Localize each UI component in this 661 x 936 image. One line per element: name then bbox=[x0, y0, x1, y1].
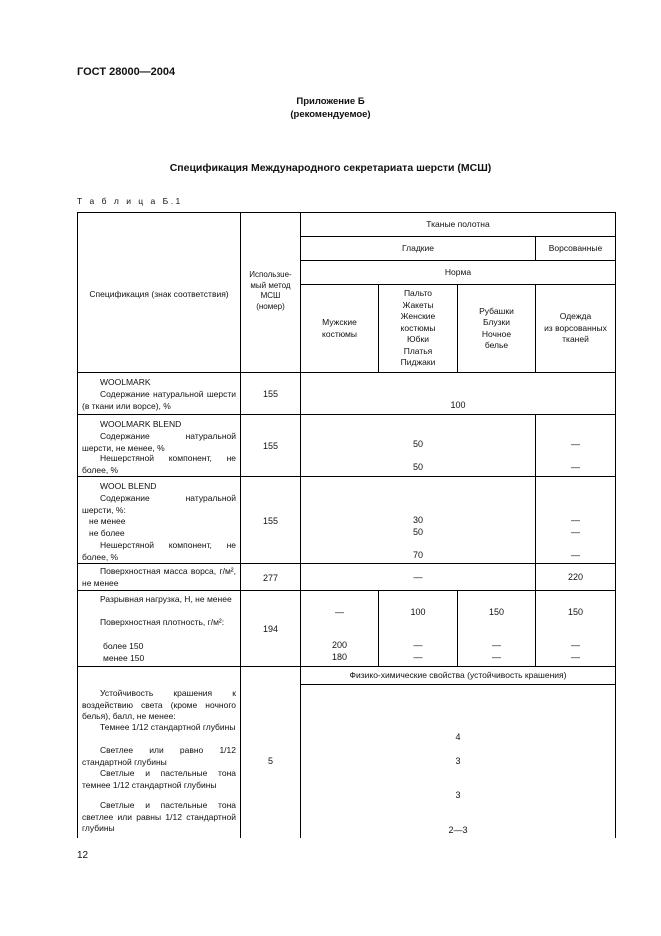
break-more-pile: — bbox=[571, 640, 580, 650]
blend-v2: 50 bbox=[412, 462, 423, 472]
break-text2: Поверхностная плотность, г/м²: bbox=[100, 617, 225, 627]
phys-d: Светлые и пастельные тона светлее или равны 1/12 стандартной глубины bbox=[82, 800, 236, 833]
break-less: менее 150 bbox=[103, 653, 145, 663]
phys-subheader: Физико-химические свойства (устойчивость крашения) bbox=[349, 669, 567, 680]
break-more-shirts: — bbox=[492, 640, 501, 650]
appendix-label: Приложение Б bbox=[296, 96, 365, 107]
blend-method: 155 bbox=[262, 441, 279, 451]
phys-va: 4 bbox=[455, 732, 461, 742]
wool-blend-line1: Содержание натуральной шерсти, %: bbox=[82, 493, 236, 515]
surface-smooth-value: — bbox=[413, 572, 423, 582]
phys-a: Темнее 1/12 стандартной глубины bbox=[100, 722, 236, 732]
break-less-coats: — bbox=[413, 652, 423, 662]
phys-vb: 3 bbox=[455, 756, 461, 766]
wool-blend-v-max: 50 bbox=[412, 527, 423, 537]
wool-blend-line2: Нешерстяной компонент, не более, % bbox=[82, 540, 236, 562]
header-woven-fabrics: Тканые полотна bbox=[426, 218, 490, 229]
blend-v1-pile: — bbox=[571, 439, 580, 449]
blend-line1: Содержание натуральной шерсти, не менее, % bbox=[82, 431, 236, 453]
woolmark-text: Содержание натуральной шерсти (в ткани или ворсе), % bbox=[82, 389, 236, 411]
phys-method: 5 bbox=[267, 756, 273, 766]
woolmark-value: 100 bbox=[450, 400, 466, 410]
wool-blend-v-min: 30 bbox=[412, 515, 423, 525]
break-top-men: — bbox=[335, 607, 344, 617]
page-number: 12 bbox=[77, 850, 89, 861]
woolmark-name: WOOLMARK bbox=[100, 377, 151, 387]
header-col-men-suits: Мужские костюмы bbox=[322, 317, 357, 339]
header-col-shirts: Рубашки Блузки Ночное белье bbox=[479, 305, 514, 350]
break-more-men: 200 bbox=[331, 640, 348, 650]
blend-name: WOOLMARK BLEND bbox=[100, 419, 182, 429]
woolmark-method: 155 bbox=[262, 389, 279, 399]
break-less-shirts: — bbox=[492, 652, 501, 662]
wool-blend-v-non: 70 bbox=[412, 550, 423, 560]
blend-v2-pile: — bbox=[571, 462, 580, 472]
break-more-coats: — bbox=[413, 640, 423, 650]
header-specification: Спецификация (знак соответствия) bbox=[89, 289, 229, 300]
break-less-men: 180 bbox=[331, 652, 348, 662]
header-col-pile-garments: Одежда из ворсованных тканей bbox=[544, 311, 607, 345]
header-col-coats: Пальто Жакеты Женские костюмы Юбки Платья Пиджаки bbox=[400, 288, 436, 368]
wool-blend-v-non-pile: — bbox=[571, 550, 580, 560]
break-text1: Разрывная нагрузка, Н, не менее bbox=[100, 594, 232, 604]
break-top-coats: 100 bbox=[410, 607, 426, 617]
header-norm: Норма bbox=[444, 266, 472, 277]
break-top-shirts: 150 bbox=[488, 607, 505, 617]
phys-intro: Устойчивость крашения к воздействию света (кроме ночного белья), балл, не менее: bbox=[82, 688, 236, 721]
blend-line2: Нешерстяной компонент, не более, % bbox=[82, 453, 236, 475]
header-method: Использue- мый метод МСШ (номер) bbox=[249, 270, 292, 311]
phys-b: Светлее или равно 1/12 стандартной глубины bbox=[82, 745, 236, 767]
wool-blend-v-max-pile: — bbox=[571, 527, 580, 537]
document-header: ГОСТ 28000—2004 bbox=[77, 66, 176, 78]
appendix-type: (рекомендуемое) bbox=[290, 109, 371, 120]
break-more: более 150 bbox=[103, 641, 144, 651]
phys-c: Светлые и пастельные тона темнее 1/12 стандартной глубины bbox=[82, 768, 236, 790]
wool-blend-method: 155 bbox=[262, 516, 279, 526]
wool-blend-max: не более bbox=[89, 528, 125, 538]
wool-blend-v-min-pile: — bbox=[571, 515, 580, 525]
wool-blend-min: не менее bbox=[89, 516, 126, 526]
break-top-pile: 150 bbox=[567, 607, 584, 617]
surface-method: 277 bbox=[262, 573, 279, 583]
page-title: Спецификация Международного секретариата шерсти (МСШ) bbox=[169, 162, 492, 174]
surface-text: Поверхностная масса ворса, г/м², не менее bbox=[82, 566, 236, 588]
surface-pile-value: 220 bbox=[567, 572, 584, 582]
blend-v1: 50 bbox=[412, 439, 423, 449]
phys-vc: 3 bbox=[455, 790, 461, 800]
wool-blend-name: WOOL BLEND bbox=[100, 481, 157, 491]
header-smooth: Гладкие bbox=[402, 242, 434, 253]
break-method: 194 bbox=[262, 624, 279, 634]
table-caption: Т а б л и ц а Б.1 bbox=[77, 196, 183, 206]
break-less-pile: — bbox=[571, 652, 580, 662]
header-pile: Ворсованные bbox=[548, 242, 603, 253]
phys-vd: 2—3 bbox=[448, 825, 468, 835]
